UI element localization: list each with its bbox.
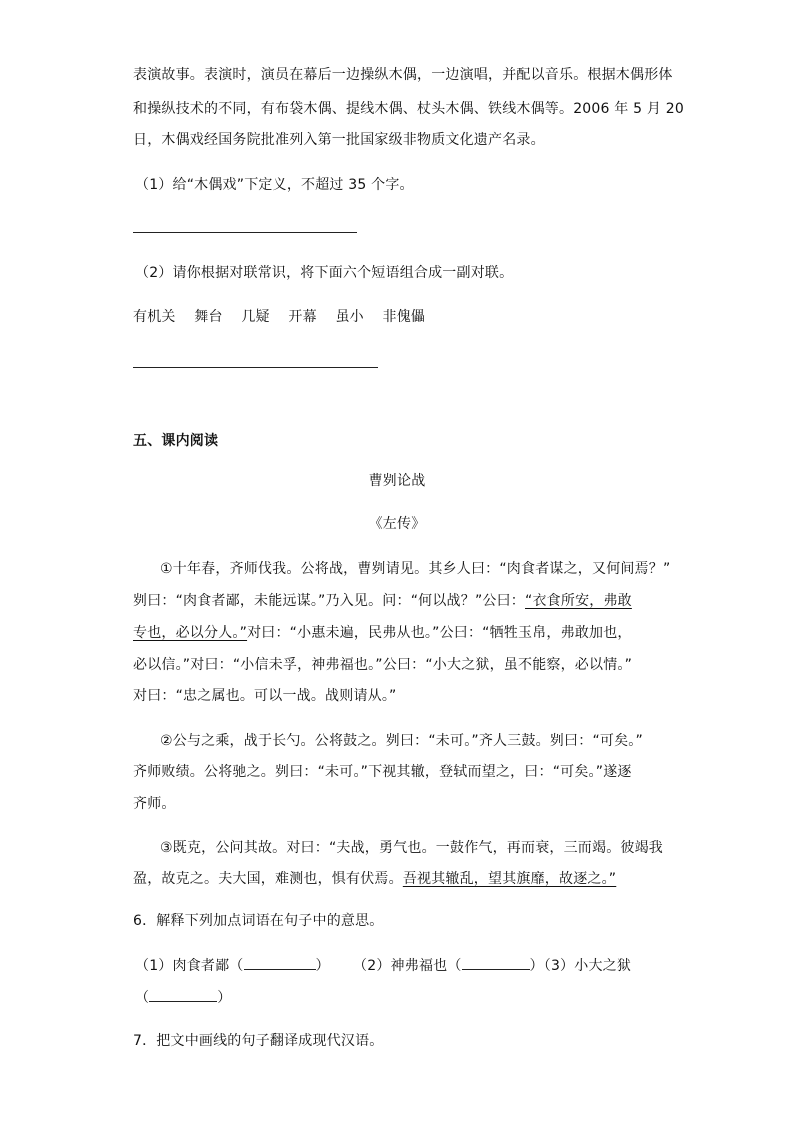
q6-blank-2[interactable] (462, 957, 530, 970)
underlined-sentence-1b: 专也，必以分人。” (133, 625, 248, 641)
para2-line-1: ②公与之乘，战于长勺。公将鼓之。刿曰：“未可。”齐人三鼓。刿曰：“可矣。” (160, 733, 643, 749)
answer-line-1[interactable] (133, 232, 357, 233)
answer-line-2[interactable] (133, 367, 378, 368)
question-sub-1: （1）给“木偶戏”下定义，不超过 35 个字。 (135, 177, 414, 193)
q6-paren: ） (315, 958, 330, 974)
q6-item-3: （3）小大之狱 (543, 958, 632, 974)
para1-text: 刿曰：“肉食者鄙，未能远谋。”乃入见。问：“何以战？”公曰： (133, 593, 526, 609)
underlined-sentence-1a: “衣食所安，弗敢 (525, 593, 632, 609)
question-6: 6．解释下列加点词语在句子中的意思。 (133, 913, 384, 929)
para1-text: 对曰：“小惠未遍，民弗从也。”公曰：“牺牲玉帛，弗敢加也， (247, 625, 632, 641)
intro-line-3: 日，木偶戏经国务院批准列入第一批国家级非物质文化遗产名录。 (133, 132, 545, 148)
phrase-item: 虽小 (335, 309, 364, 325)
question-sub-2: （2）请你根据对联常识，将下面六个短语组合成一副对联。 (135, 265, 514, 281)
q6-paren: ） (217, 990, 232, 1006)
para2-line-3: 齐师。 (133, 796, 176, 812)
q6-item-1: （1）肉食者鄙（ (135, 958, 244, 974)
phrase-item: 非傀儡 (382, 309, 426, 325)
para3-text: 盈，故克之。夫大国，难测也，惧有伏焉。 (133, 871, 403, 887)
phrase-list (133, 309, 425, 325)
para3-line-2 (133, 871, 616, 887)
question-6-items (135, 957, 631, 974)
q6-item-2: （2）神弗福也（ (353, 958, 462, 974)
q6-blank-1[interactable] (244, 957, 316, 970)
para1-line-5: 对曰：“忠之属也。可以一战。战则请从。” (133, 688, 397, 704)
passage-source: 《左传》 (368, 516, 426, 532)
para3-line-1: ③既克，公问其故。对曰：“夫战，勇气也。一鼓作气，再而衰，三而竭。彼竭我 (160, 840, 664, 856)
para1-line-1: ①十年春，齐师伐我。公将战，曹刿请见。其乡人曰：“肉食者谋之，又何间焉？” (160, 561, 671, 577)
phrase-item: 开幕 (288, 309, 317, 325)
question-6-line-2 (135, 989, 231, 1006)
q6-paren: ） (529, 958, 544, 974)
para1-line-2 (133, 593, 632, 609)
phrase-item: 几疑 (241, 309, 270, 325)
para1-line-3 (133, 625, 632, 641)
q6-paren: （ (135, 990, 150, 1006)
phrase-item: 舞台 (194, 309, 223, 325)
passage-title: 曹刿论战 (368, 473, 426, 489)
section-heading: 五、课内阅读 (133, 433, 219, 449)
underlined-sentence-2: 吾视其辙乱，望其旗靡，故逐之。” (402, 871, 617, 887)
q6-blank-3[interactable] (149, 989, 217, 1002)
phrase-item: 有机关 (133, 309, 176, 325)
question-7: 7．把文中画线的句子翻译成现代汉语。 (133, 1033, 384, 1049)
intro-line-2: 和操纵技术的不同，有布袋木偶、提线木偶、杖头木偶、铁线木偶等。2006 年 5 月 20 (133, 101, 684, 117)
intro-line-1: 表演故事。表演时，演员在幕后一边操纵木偶，一边演唱，并配以音乐。根据木偶形体 (133, 67, 673, 83)
para2-line-2: 齐师败绩。公将驰之。刿曰：“未可。”下视其辙，登轼而望之，曰：“可矣。”遂逐 (133, 764, 632, 780)
para1-line-4: 必以信。”对曰：“小信未孚，神弗福也。”公曰：“小大之狱，虽不能察，必以情。” (133, 657, 633, 673)
